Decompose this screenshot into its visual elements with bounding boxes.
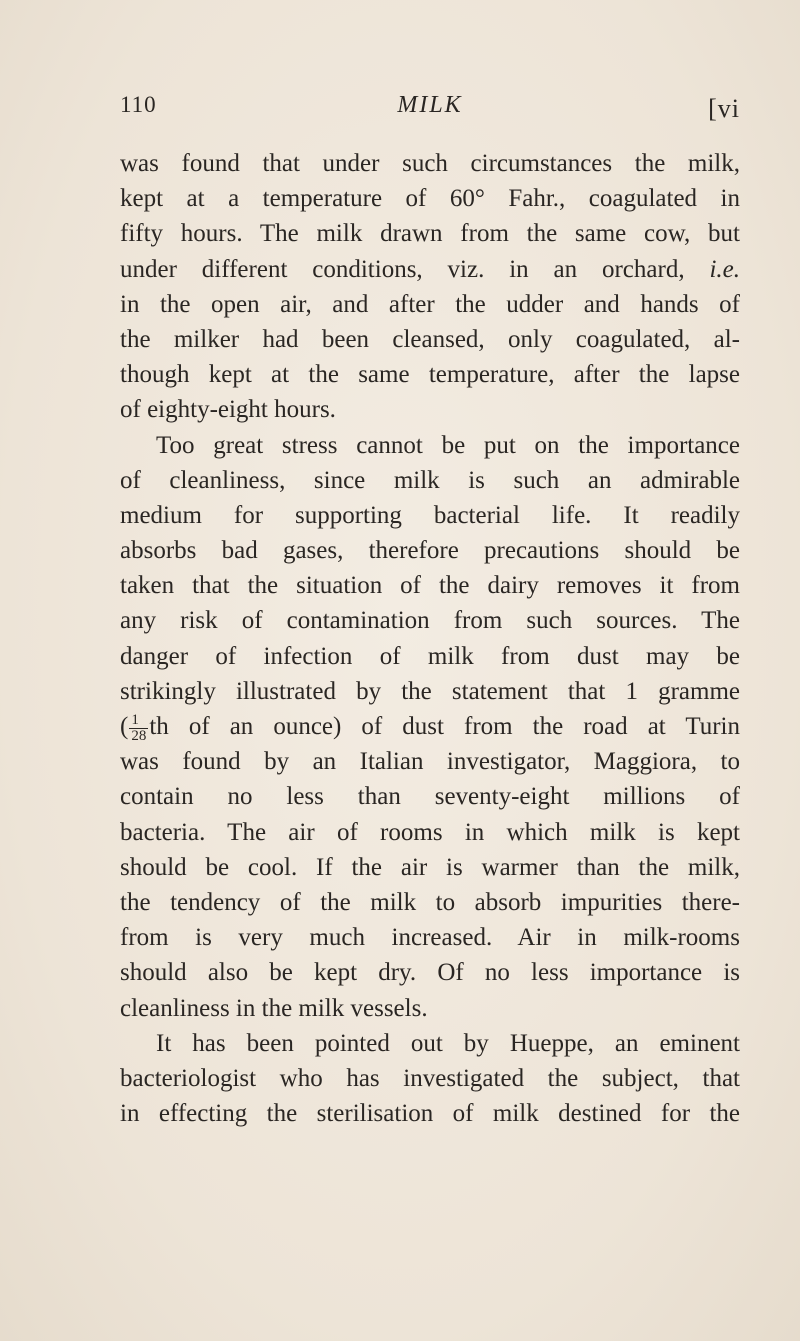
fraction-denominator: 28 [131,727,147,744]
body-text [120,146,740,1131]
text-line: It has been pointed out by Hueppe, an eminent [156,1029,740,1057]
text-line: taken that the situation of the dairy removes it from [120,572,740,600]
text-line: bacteria. The air of rooms in which milk is kept [120,818,740,846]
text-line: the tendency of the milk to absorb impurities there- [120,888,740,916]
text-line: contain no less than seventy-eight millions of [120,783,740,811]
text-line: was found that under such circumstances the milk, [120,150,740,177]
text-line-part: th of an ounce) of dust from the road at Turin [149,713,740,740]
text-line: though kept at the same temperature, after the lapse [120,361,740,389]
text-line: of cleanliness, since milk is such an admirable [120,466,740,494]
text-line-part: under different conditions, viz. in an orchard, [120,255,685,283]
fraction [129,713,148,744]
paragraph-3 [120,1026,740,1132]
text-line: fifty hours. The milk drawn from the same cow, but [120,220,740,248]
paragraph-2 [120,428,740,1026]
text-line: any risk of contamination from such sources. The [120,607,740,635]
text-line: from is very much increased. Air in milk-rooms [120,924,740,952]
italic-abbreviation: i.e. [709,255,741,283]
text-line: should also be kept dry. Of no less importance is [120,959,740,987]
text-line: in effecting the sterilisation of milk destined for the [120,1100,740,1128]
text-line: danger of infection of milk from dust may be [120,642,740,670]
running-head [120,92,740,132]
paragraph-1 [120,146,740,428]
text-line: should be cool. If the air is warmer than the milk, [120,853,740,881]
section-mark: [vi [708,94,740,123]
text-line: bacteriologist who has investigated the subject, that [120,1064,740,1092]
text-line: was found by an Italian investigator, Maggiora, to [120,748,740,776]
text-line: medium for supporting bacterial life. It readily [120,501,740,529]
running-title: MILK [397,92,463,118]
text-line: of eighty-eight hours. [120,396,336,424]
text-line: kept at a temperature of 60° Fahr., coagulated in [120,185,740,213]
open-paren: ( [120,713,129,740]
text-line [120,252,740,287]
text-line: absorbs bad gases, therefore precautions should be [120,537,740,565]
text-line: in the open air, and after the udder and hands of [120,290,740,318]
fraction-numerator: 1 [129,713,148,729]
text-line: cleanliness in the milk vessels. [120,994,428,1022]
text-line: Too great stress cannot be put on the importance [156,431,740,459]
text-line: the milker had been cleansed, only coagulated, al- [120,325,740,353]
text-line-with-fraction [120,709,740,744]
page-number: 110 [120,92,157,117]
text-line: strikingly illustrated by the statement that 1 gramme [120,677,740,705]
